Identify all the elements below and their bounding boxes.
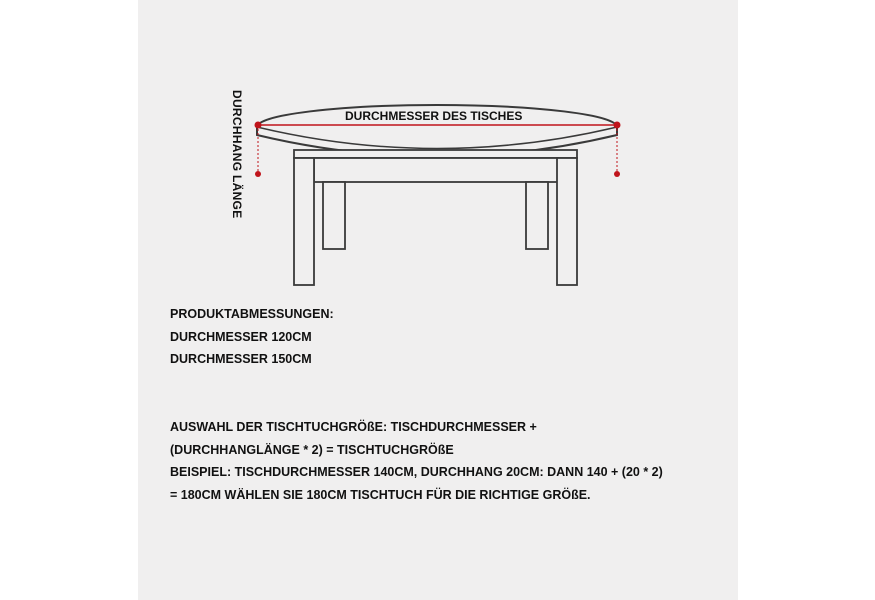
front-left-leg [294, 158, 314, 285]
drop-length-label: DURCHHANG LÄNGE [230, 90, 244, 219]
dimension-item: DURCHMESSER 120CM [170, 330, 312, 344]
table-apron [294, 150, 577, 158]
drop-marker-left [255, 171, 261, 177]
drop-marker-right [614, 171, 620, 177]
front-right-leg [557, 158, 577, 285]
instruction-line: AUSWAHL DER TISCHTUCHGRÖßE: TISCHDURCHMESSER + [170, 420, 537, 434]
dimensions-heading: PRODUKTABMESSUNGEN: [170, 307, 334, 321]
diameter-label: DURCHMESSER DES TISCHES [345, 109, 523, 123]
table-rail [314, 158, 558, 182]
back-left-leg [323, 182, 345, 249]
dimension-item: DURCHMESSER 150CM [170, 352, 312, 366]
instruction-line: = 180CM WÄHLEN SIE 180CM TISCHTUCH FÜR DIE RICHTIGE GRÖßE. [170, 488, 591, 502]
instruction-line: BEISPIEL: TISCHDURCHMESSER 140CM, DURCHHANG 20CM: DANN 140 + (20 * 2) [170, 465, 663, 479]
instruction-line: (DURCHHANGLÄNGE * 2) = TISCHTUCHGRÖßE [170, 443, 454, 457]
back-right-leg [526, 182, 548, 249]
